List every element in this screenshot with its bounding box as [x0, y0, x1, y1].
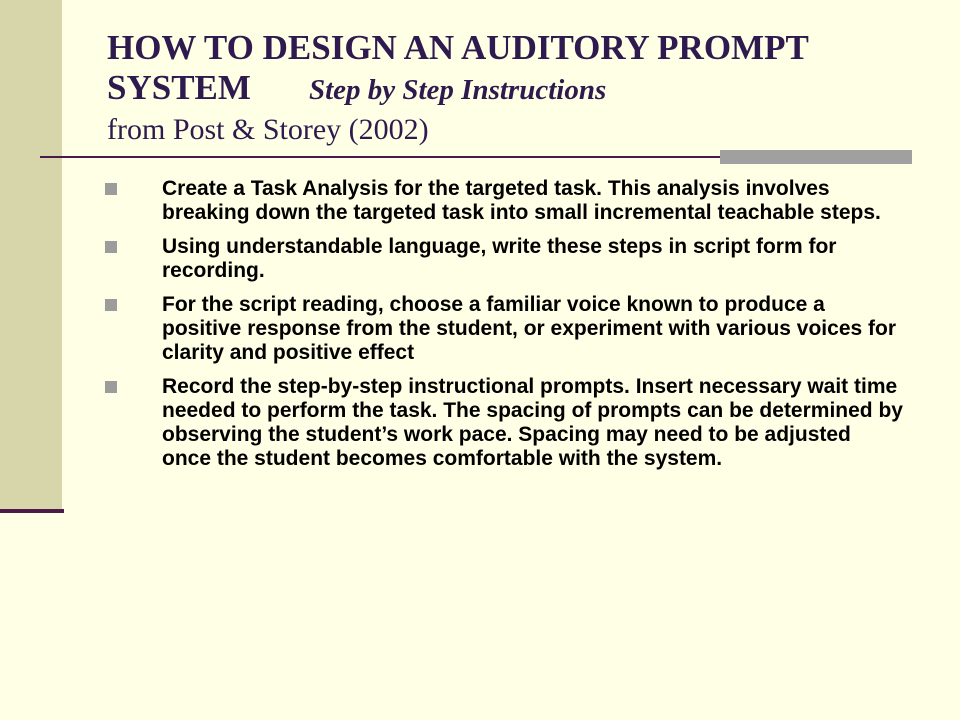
title-line-2	[107, 68, 927, 110]
square-bullet-icon	[105, 241, 117, 253]
bullet-text: For the script reading, choose a familiar voice known to produce a positive response from the student, or experiment with various voices for clarity and positive effect	[162, 293, 897, 364]
square-bullet-icon	[105, 183, 117, 195]
title-system-word: SYSTEM	[107, 68, 251, 107]
title-divider-accent	[720, 150, 912, 164]
bullet-item	[105, 177, 905, 225]
left-decorative-bar	[0, 0, 62, 510]
bullet-item	[105, 235, 905, 283]
title-citation: from Post & Storey (2002)	[107, 113, 429, 146]
bullet-item	[105, 293, 905, 365]
bullet-item	[105, 375, 905, 471]
bullet-text: Record the step-by-step instructional prompts. Insert necessary wait time needed to perform the task. The spacing of prompts can be determined by observing the student’s work pace. Spacing may need to be adjusted once the student becomes comfortable with the system.	[162, 375, 903, 470]
square-bullet-icon	[105, 299, 117, 311]
bullet-text: Create a Task Analysis for the targeted task. This analysis involves breaking down the targeted task into small incremental teachable steps.	[162, 177, 881, 224]
bullet-text: Using understandable language, write these steps in script form for recording.	[162, 235, 837, 282]
title-line-1: HOW TO DESIGN AN AUDITORY PROMPT	[107, 28, 809, 67]
bullet-list	[105, 177, 905, 481]
square-bullet-icon	[105, 381, 117, 393]
title-subtitle: Step by Step Instructions	[308, 74, 607, 106]
slide-title	[107, 28, 927, 150]
left-bar-underline	[0, 509, 64, 513]
